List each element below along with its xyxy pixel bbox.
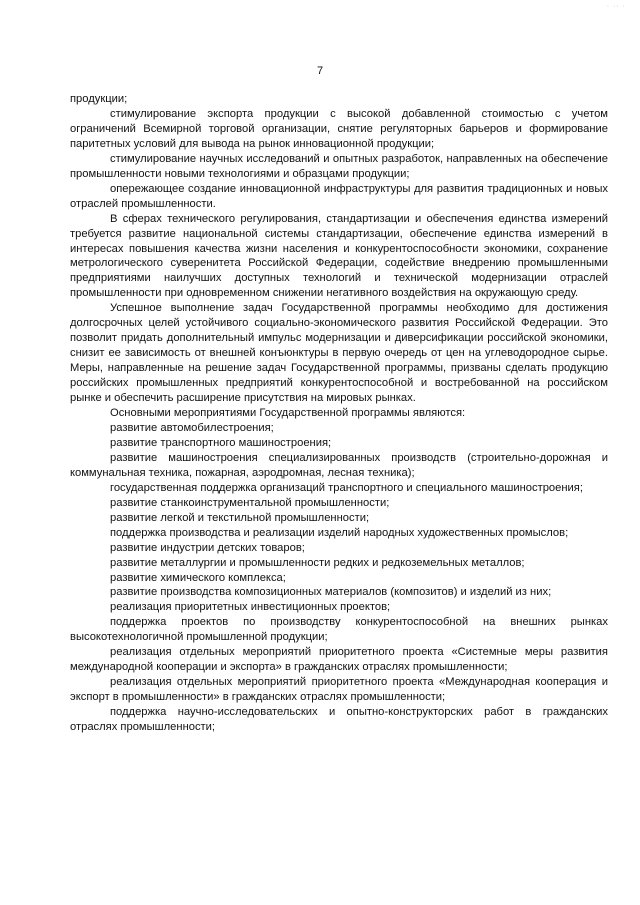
list-item-12: развитие легкой и текстильной промышленности; <box>110 511 370 524</box>
list-item-8: развитие транспортного машиностроения; <box>110 436 332 449</box>
paragraph-5: Успешное выполнение задач Государственной программы необходимо для достижения долгосрочных целей устойчивого социально-экономического развития Российской Федерации. Это позволит придать дополнительный импульс модернизации и диверсификации российской экономики, снизит ее зависимость от внешней конъюнктуры в первую очередь от цен на углеводородное сырье. Меры, направленные на решение задач Государственной программы, призваны сделать продукцию российских промышленных предприятий конкурентоспособной и востребованной на российском рынке и обеспечить расширение присутствия на мировых рынках. <box>70 302 608 405</box>
list-item-7: развитие автомобилестроения; <box>110 421 274 434</box>
list-item-21: реализация отдельных мероприятий приоритетного проекта «Международная кооперация и экспорт в промышленности» в гражданских отраслях промышленности; <box>70 676 608 704</box>
paragraph-2: стимулирование научных исследований и опытных разработок, направленных на обеспечение промышленности новыми технологиями и образцами продукции; <box>70 152 608 180</box>
paragraph-6: Основными мероприятиями Государственной программы являются: <box>110 407 466 420</box>
paragraph-3: опережающее создание инновационной инфраструктуры для развития традиционных и новых отраслей промышленности. <box>70 182 608 210</box>
list-item-15: развитие металлургии и промышленности редких и редкоземельных металлов; <box>110 556 525 569</box>
list-item-13: поддержка производства и реализации изделий народных художественных промыслов; <box>110 526 569 539</box>
list-item-14: развитие индустрии детских товаров; <box>110 541 305 554</box>
list-item-17: развитие производства композиционных материалов (композитов) и изделий из них; <box>110 586 552 599</box>
scan-corner-mark: · ·· · <box>606 3 626 10</box>
list-item-20: реализация отдельных мероприятий приоритетного проекта «Системные меры развития международной кооперации и экспорта» в гражданских отраслях промышленности; <box>70 646 608 674</box>
paragraph-0: продукции; <box>70 93 128 105</box>
list-item-18: реализация приоритетных инвестиционных проектов; <box>110 601 391 614</box>
list-item-16: развитие химического комплекса; <box>110 571 286 584</box>
document-body <box>70 92 608 735</box>
list-item-11: развитие станкоинструментальной промышленности; <box>110 496 390 509</box>
page-number: 7 <box>316 65 324 77</box>
paragraph-1: стимулирование экспорта продукции с высокой добавленной стоимостью с учетом ограничений Всемирной торговой организации, снятие регуляторных барьеров и формирование паритетных условий для вывода на рынок инновационной продукции; <box>70 107 608 150</box>
list-item-22: поддержка научно-исследовательских и опытно-конструкторских работ в гражданских отраслях промышленности; <box>70 706 608 734</box>
list-item-10: государственная поддержка организаций транспортного и специального машиностроения; <box>110 481 583 494</box>
paragraph-4: В сферах технического регулирования, стандартизации и обеспечения единства измерений требуется развитие национальной системы стандартизации, обеспечение единства измерений в интересах повышения качества жизни населения и конкурентоспособности экономики, сохранение метрологического суверенитета Российской Федерации, содействие внедрению промышленными предприятиями наилучших доступных технологий и технической модернизации отраслей промышленности при одновременном снижении негативного воздействия на окружающую среду. <box>70 212 608 300</box>
list-item-9: развитие машиностроения специализированных производств (строительно-дорожная и коммунальная техника, пожарная, аэродромная, лесная техника); <box>70 451 608 479</box>
list-item-19: поддержка проектов по производству конкурентоспособной на внешних рынках высокотехнологичной промышленной продукции; <box>70 616 608 644</box>
